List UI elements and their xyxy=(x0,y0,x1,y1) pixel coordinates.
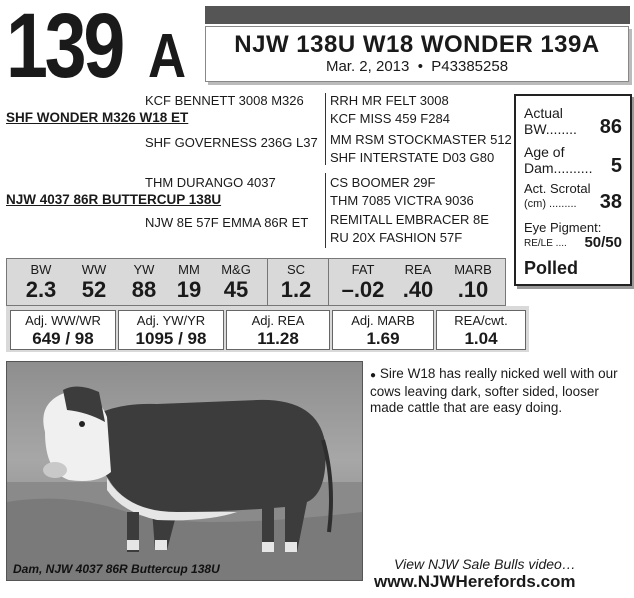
epd-value: .10 xyxy=(457,277,489,302)
sire-dam-dam: SHF INTERSTATE D03 G80 xyxy=(330,150,495,165)
epd-label: MM xyxy=(178,262,200,277)
epd-value: 1.2 xyxy=(280,277,312,302)
adj-value: 1.69 xyxy=(366,329,400,348)
epd-table xyxy=(6,258,506,306)
adj-label: REA/cwt. xyxy=(454,313,508,328)
epd-rea xyxy=(393,259,443,303)
separator-bullet: • xyxy=(417,58,423,75)
scrotal-label-1: Act. Scrotal xyxy=(524,181,591,196)
epd-value: 52 xyxy=(81,277,107,302)
epd-fat xyxy=(333,259,393,303)
polled-label: Polled xyxy=(524,258,579,278)
website-link[interactable]: www.NJWHerefords.com xyxy=(374,572,576,591)
comment-text: Sire W18 has really nicked well with our cows leaving dark, softer sided, looser made cattle that are easy doing. xyxy=(370,366,618,415)
birth-date: Mar. 2, 2013 xyxy=(325,58,410,75)
adj-marb xyxy=(332,310,434,350)
scrotal-value: 38 xyxy=(599,191,622,213)
epd-value: .40 xyxy=(402,277,434,302)
adj-rea xyxy=(226,310,330,350)
adj-label: Adj. WW/WR xyxy=(25,313,101,328)
actual-bw-value: 86 xyxy=(599,116,622,138)
epd-value: –.02 xyxy=(341,277,385,302)
adj-ww-wr xyxy=(10,310,116,350)
dam-sire-dam: THM 7085 VICTRA 9036 xyxy=(330,193,474,208)
epd-label: YW xyxy=(133,262,155,277)
pedigree-bracket-sire xyxy=(325,93,326,165)
adj-yw-yr xyxy=(118,310,224,350)
epd-value: 2.3 xyxy=(25,277,57,302)
eye-pigment-sublabel: RE/LE .... xyxy=(524,238,567,249)
sire-comment xyxy=(370,366,632,416)
adj-value: 11.28 xyxy=(257,329,299,348)
bw-label-2: BW........ xyxy=(524,121,577,137)
sire-sire-sire: RRH MR FELT 3008 xyxy=(330,93,449,108)
epd-divider-1 xyxy=(267,259,268,305)
epd-ww xyxy=(69,259,119,303)
dam-dam: NJW 8E 57F EMMA 86R ET xyxy=(145,215,309,230)
epd-value: 88 xyxy=(131,277,157,302)
adj-value: 649 / 98 xyxy=(32,329,94,348)
dam: NJW 4037 86R BUTTERCUP 138U xyxy=(6,192,222,207)
bw-label-1: Actual xyxy=(524,105,563,121)
epd-label: WW xyxy=(81,262,107,277)
registration-number: P43385258 xyxy=(431,58,509,75)
epd-value: 19 xyxy=(176,277,202,302)
sire-dam-sire: MM RSM STOCKMASTER 512 xyxy=(330,132,512,147)
epd-label: FAT xyxy=(351,262,375,277)
epd-label: M&G xyxy=(221,262,251,277)
epd-mm xyxy=(167,259,211,303)
age-label-2: Dam.......... xyxy=(524,160,593,176)
title-bar-shade xyxy=(205,6,630,24)
adj-label: Adj. MARB xyxy=(351,313,415,328)
comment-bullet: ● xyxy=(370,370,377,381)
adj-rea-cwt xyxy=(436,310,526,350)
video-promo-text: View NJW Sale Bulls video… xyxy=(394,556,576,572)
epd-bw xyxy=(15,259,67,303)
adjusted-ratios-row xyxy=(6,306,529,352)
epd-yw xyxy=(119,259,169,303)
epd-label: BW xyxy=(30,262,52,277)
dam-dam-dam: RU 20X FASHION 57F xyxy=(330,230,463,245)
scrotal-label-2: (cm) ......... xyxy=(524,198,577,210)
cow-illustration xyxy=(7,362,362,580)
epd-label: REA xyxy=(404,262,432,277)
epd-label: SC xyxy=(286,262,306,277)
photo-caption: Dam, NJW 4037 86R Buttercup 138U xyxy=(13,562,220,576)
epd-value: 45 xyxy=(223,277,249,302)
epd-mg xyxy=(211,259,261,303)
adj-value: 1.04 xyxy=(464,329,498,348)
epd-marb xyxy=(445,259,501,303)
animal-subline xyxy=(206,58,628,75)
sire-sire: KCF BENNETT 3008 M326 xyxy=(145,93,304,108)
dam-sire: THM DURANGO 4037 xyxy=(145,175,276,190)
sire: SHF WONDER M326 W18 ET xyxy=(6,110,189,125)
dam-dam-sire: REMITALL EMBRACER 8E xyxy=(330,212,489,227)
eye-pigment-label: Eye Pigment: xyxy=(524,220,602,235)
lot-number-digits: 139 xyxy=(6,0,123,97)
performance-info-box xyxy=(514,94,632,286)
lot-number xyxy=(6,0,187,97)
dam-sire-sire: CS BOOMER 29F xyxy=(330,175,436,190)
sire-sire-dam: KCF MISS 459 F284 xyxy=(330,111,450,126)
animal-name-box xyxy=(205,26,629,82)
eye-pigment-value: 50/50 xyxy=(584,234,622,251)
epd-label: MARB xyxy=(454,262,492,277)
age-of-dam-value: 5 xyxy=(610,155,622,177)
adj-label: Adj. YW/YR xyxy=(136,313,206,328)
epd-divider-2 xyxy=(328,259,329,305)
pedigree-bracket-dam xyxy=(325,173,326,248)
age-label-1: Age of xyxy=(524,144,565,160)
dam-photo xyxy=(6,361,363,581)
adj-label: Adj. REA xyxy=(251,313,305,328)
sire-dam: SHF GOVERNESS 236G L37 xyxy=(145,135,318,150)
epd-sc xyxy=(271,259,321,303)
adj-value: 1095 / 98 xyxy=(135,329,207,348)
animal-name: NJW 138U W18 WONDER 139A xyxy=(234,31,600,58)
lot-number-suffix: A xyxy=(148,22,187,91)
